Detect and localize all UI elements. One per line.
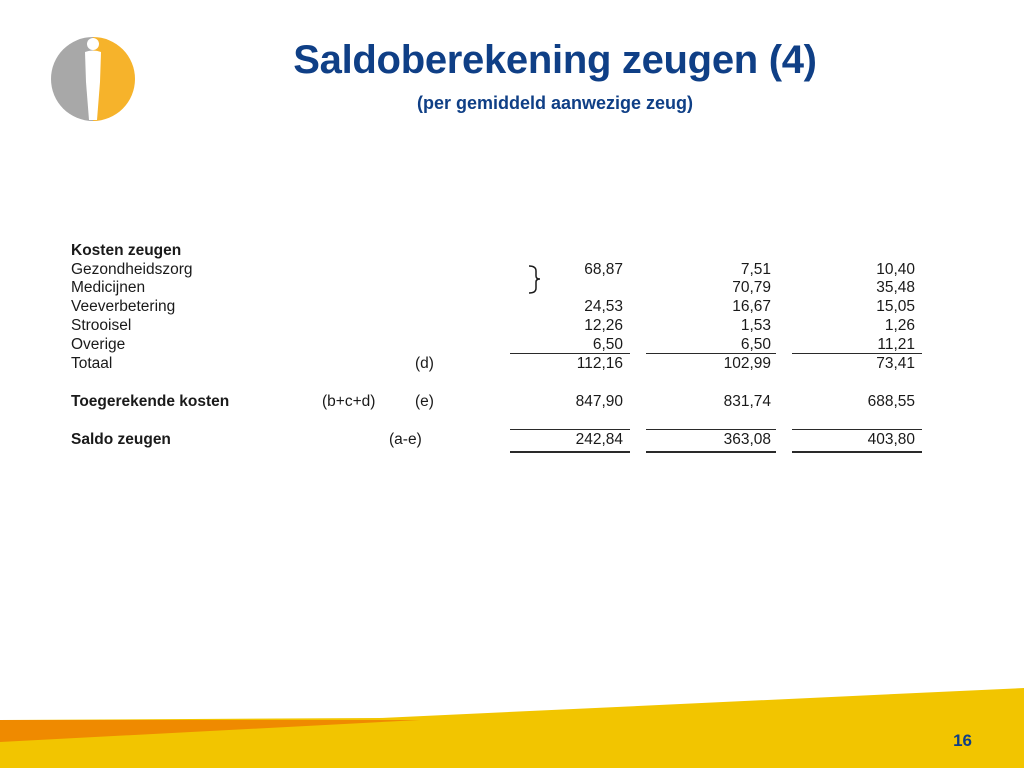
toegerekende-value: 847,90 bbox=[575, 393, 623, 410]
saldo-value: 242,84 bbox=[575, 431, 623, 448]
cell-value: 6,50 bbox=[740, 336, 771, 353]
cell-value: 6,50 bbox=[592, 336, 623, 353]
totaal-label: Totaal bbox=[71, 355, 113, 372]
cell-value: 1,53 bbox=[740, 317, 771, 334]
saldo-value: 363,08 bbox=[723, 431, 771, 448]
cell-value: 12,26 bbox=[584, 317, 623, 334]
cell-value: 1,26 bbox=[884, 317, 915, 334]
cell-value: 16,67 bbox=[732, 298, 771, 315]
section-header: Kosten zeugen bbox=[71, 242, 182, 259]
saldo-label: Saldo zeugen bbox=[71, 431, 171, 448]
row-label: Medicijnen bbox=[71, 279, 146, 296]
totaal-value: 102,99 bbox=[723, 355, 771, 372]
toegerekende-label: Toegerekende kosten bbox=[71, 393, 230, 410]
row-label: Overige bbox=[71, 336, 126, 353]
toegerekende-formula: (b+c+d) bbox=[322, 393, 376, 410]
cell-value: 11,21 bbox=[877, 336, 915, 353]
toegerekende-value: 688,55 bbox=[867, 393, 915, 410]
row-label: Gezondheidszorg bbox=[71, 261, 193, 278]
totaal-code: (d) bbox=[415, 355, 434, 372]
toegerekende-code: (e) bbox=[415, 393, 434, 410]
cell-value: 15,05 bbox=[876, 298, 915, 315]
cell-value: 7,51 bbox=[740, 261, 771, 278]
saldo-formula: (a-e) bbox=[389, 431, 422, 448]
totaal-value: 73,41 bbox=[876, 355, 915, 372]
toegerekende-value: 831,74 bbox=[723, 393, 771, 410]
cell-value: 10,40 bbox=[876, 261, 915, 278]
totaal-value: 112,16 bbox=[576, 355, 623, 372]
cell-value: 35,48 bbox=[876, 279, 915, 296]
slide-subtitle: (per gemiddeld aanwezige zeug) bbox=[416, 93, 694, 113]
slide-title: Saldoberekening zeugen (4) bbox=[293, 38, 817, 82]
cell-value: 68,87 bbox=[584, 261, 623, 278]
saldo-value: 403,80 bbox=[867, 431, 915, 448]
cell-value: 70,79 bbox=[732, 279, 771, 296]
cell-value: 24,53 bbox=[584, 298, 623, 315]
row-label: Veeverbetering bbox=[71, 298, 176, 315]
page-number: 16 bbox=[953, 731, 972, 750]
row-label: Strooisel bbox=[71, 317, 132, 334]
